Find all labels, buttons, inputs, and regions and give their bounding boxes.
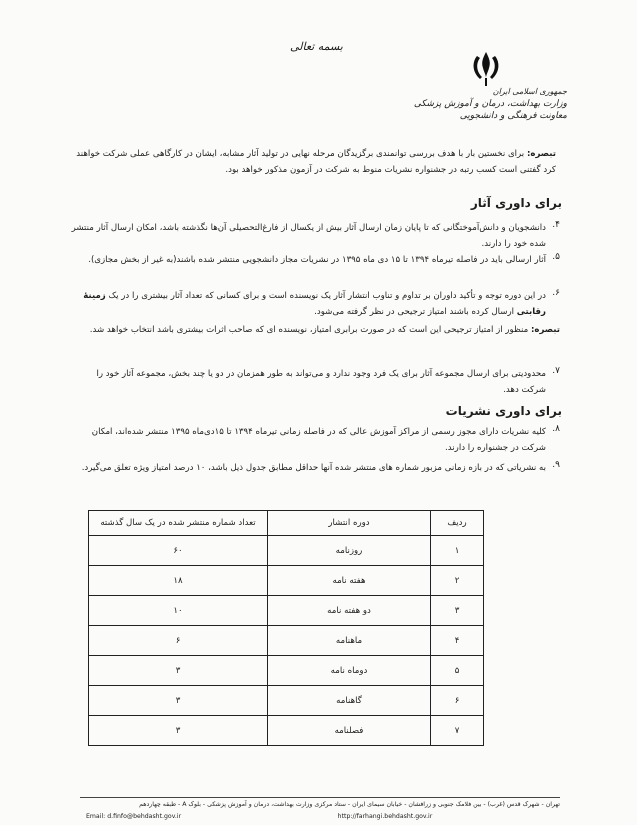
- row-number: ۱: [431, 536, 484, 566]
- row-number: ۴: [431, 626, 484, 656]
- table-row: [89, 656, 484, 686]
- row-count: ۳: [89, 656, 268, 686]
- item-text: به نشریاتی که در بازه زمانی مزبور شماره های منتشر شده آنها حداقل مطابق جدول ذیل باشد، ۱۰ درصد امتیاز ویژه تعلق می‌گیرد.: [81, 463, 546, 473]
- table-row: [89, 686, 484, 716]
- footer-divider: [80, 797, 560, 798]
- note-text: منظور از امتیاز ترجیحی این است که در صورت برابری امتیاز، نویسنده ای که صاحب اثرات بیشتری باشد انتخاب خواهد شد.: [89, 325, 529, 335]
- list-item: [70, 424, 546, 456]
- item-number: ۴.: [552, 220, 560, 230]
- item-number: ۸.: [552, 424, 560, 434]
- row-count: ۳: [89, 716, 268, 746]
- row-period: فصلنامه: [268, 716, 431, 746]
- row-number: ۷: [431, 716, 484, 746]
- table-header-row: [89, 511, 484, 536]
- item-text-before: در این دوره توجه و تأکید داوران بر تداوم و تناوب انتشار آثار یک نویسنده است و برای کسانی که تعداد آثار بیشتری را در یک: [105, 291, 546, 301]
- ministry-deputy: معاونت فرهنگی و دانشجویی: [459, 111, 567, 121]
- row-number: ۲: [431, 566, 484, 596]
- bismillah-heading: بسمه تعالی: [290, 40, 343, 53]
- row-count: ۱۸: [89, 566, 268, 596]
- item-text-bold: زمینهٔ رقابتی: [83, 291, 546, 317]
- ministry-title-block: [327, 86, 567, 122]
- row-number: ۶: [431, 686, 484, 716]
- section-title-works: برای داوری آثار: [470, 196, 562, 210]
- publication-frequency-table: [88, 510, 484, 746]
- row-count: ۳: [89, 686, 268, 716]
- footer-email-link[interactable]: Email: d.finfo@behdasht.gov.ir: [86, 813, 182, 820]
- note-label: تبصره:: [526, 149, 556, 159]
- row-number: ۳: [431, 596, 484, 626]
- item-text: محدودیتی برای ارسال مجموعه آثار برای یک فرد وجود ندارد و می‌تواند به طور همزمان در دو یا چند بخش، مجموعه آثار خود را شرکت دهد.: [96, 369, 546, 395]
- row-period: هفته نامه: [268, 566, 431, 596]
- note-paragraph: [70, 322, 560, 338]
- item-text: آثار ارسالی باید در فاصله تیرماه ۱۳۹۴ تا ۱۵ دی ماه ۱۳۹۵ در نشریات مجاز دانشجویی منتشر شده باشند(به غیر از بخش مجازی).: [88, 255, 546, 265]
- item-text: دانشجویان و دانش‌آموختگانی که تا پایان زمان ارسال آثار بیش از یکسال از فارغ‌التحصیلی آن‌ها نگذشته باشد، امکان ارسال آثار منتشر شده خود را دارند.: [71, 223, 546, 249]
- list-item: [70, 366, 546, 398]
- footer-address: تهران - شهرک قدس (غرب) - بین فلامک جنوبی و زرافشان - خیابان سیمای ایران - ستاد مرکزی وزارت بهداشت، درمان و آموزش پزشکی - بلوک A - طبقه چهاردهم: [139, 801, 560, 808]
- list-item: [70, 220, 546, 252]
- footer-website-link[interactable]: http://farhangi.behdasht.gov.ir: [337, 813, 433, 820]
- row-period: روزنامه: [268, 536, 431, 566]
- table-row: [89, 716, 484, 746]
- table-row: [89, 596, 484, 626]
- header-row-number: ردیف: [431, 511, 484, 536]
- item-number: ۹.: [552, 460, 560, 470]
- list-item: [70, 252, 546, 268]
- table-row: [89, 566, 484, 596]
- item-number: ۵.: [552, 252, 560, 262]
- row-count: ۱۰: [89, 596, 268, 626]
- row-number: ۵: [431, 656, 484, 686]
- list-item: [70, 460, 546, 476]
- row-count: ۶۰: [89, 536, 268, 566]
- header-count: تعداد شماره منتشر شده در یک سال گذشته: [89, 511, 268, 536]
- row-period: دوماه نامه: [268, 656, 431, 686]
- row-period: ماهنامه: [268, 626, 431, 656]
- iran-emblem-icon: [466, 48, 506, 88]
- item-number: ۷.: [552, 366, 560, 376]
- note-paragraph: [70, 146, 556, 178]
- note-label: تبصره:: [530, 325, 560, 335]
- item-text-after: ارسال کرده باشند امتیاز ترجیحی در نظر گرفته می‌شود.: [314, 307, 517, 317]
- item-text: کلیه نشریات دارای مجوز رسمی از مراکز آموزش عالی که در فاصله زمانی تیرماه ۱۳۹۴ تا ۱۵دی‌ماه ۱۳۹۵ منتشر شده‌اند، امکان شرکت در جشنواره را دارند.: [91, 427, 546, 453]
- note-text: برای نخستین بار با هدف بررسی توانمندی برگزیدگان مرحله نهایی در تولید آثار مشابه، ایشان در کارگاهی عملی شرکت خواهند کرد گفتنی است کسب رتبه در جشنواره نشریات منوط به شرکت در آزمون مذکور خواهد بود.: [76, 149, 556, 175]
- table-row: [89, 536, 484, 566]
- item-number: ۶.: [552, 288, 560, 298]
- section-title-publications: برای داوری نشریات: [445, 404, 562, 418]
- row-period: دو هفته نامه: [268, 596, 431, 626]
- row-count: ۶: [89, 626, 268, 656]
- ministry-country: جمهوری اسلامی ایران: [492, 87, 567, 96]
- table-row: [89, 626, 484, 656]
- list-item: [70, 288, 546, 320]
- row-period: گاهنامه: [268, 686, 431, 716]
- ministry-name: وزارت بهداشت، درمان و آموزش پزشکی: [413, 99, 567, 109]
- header-period: دوره انتشار: [268, 511, 431, 536]
